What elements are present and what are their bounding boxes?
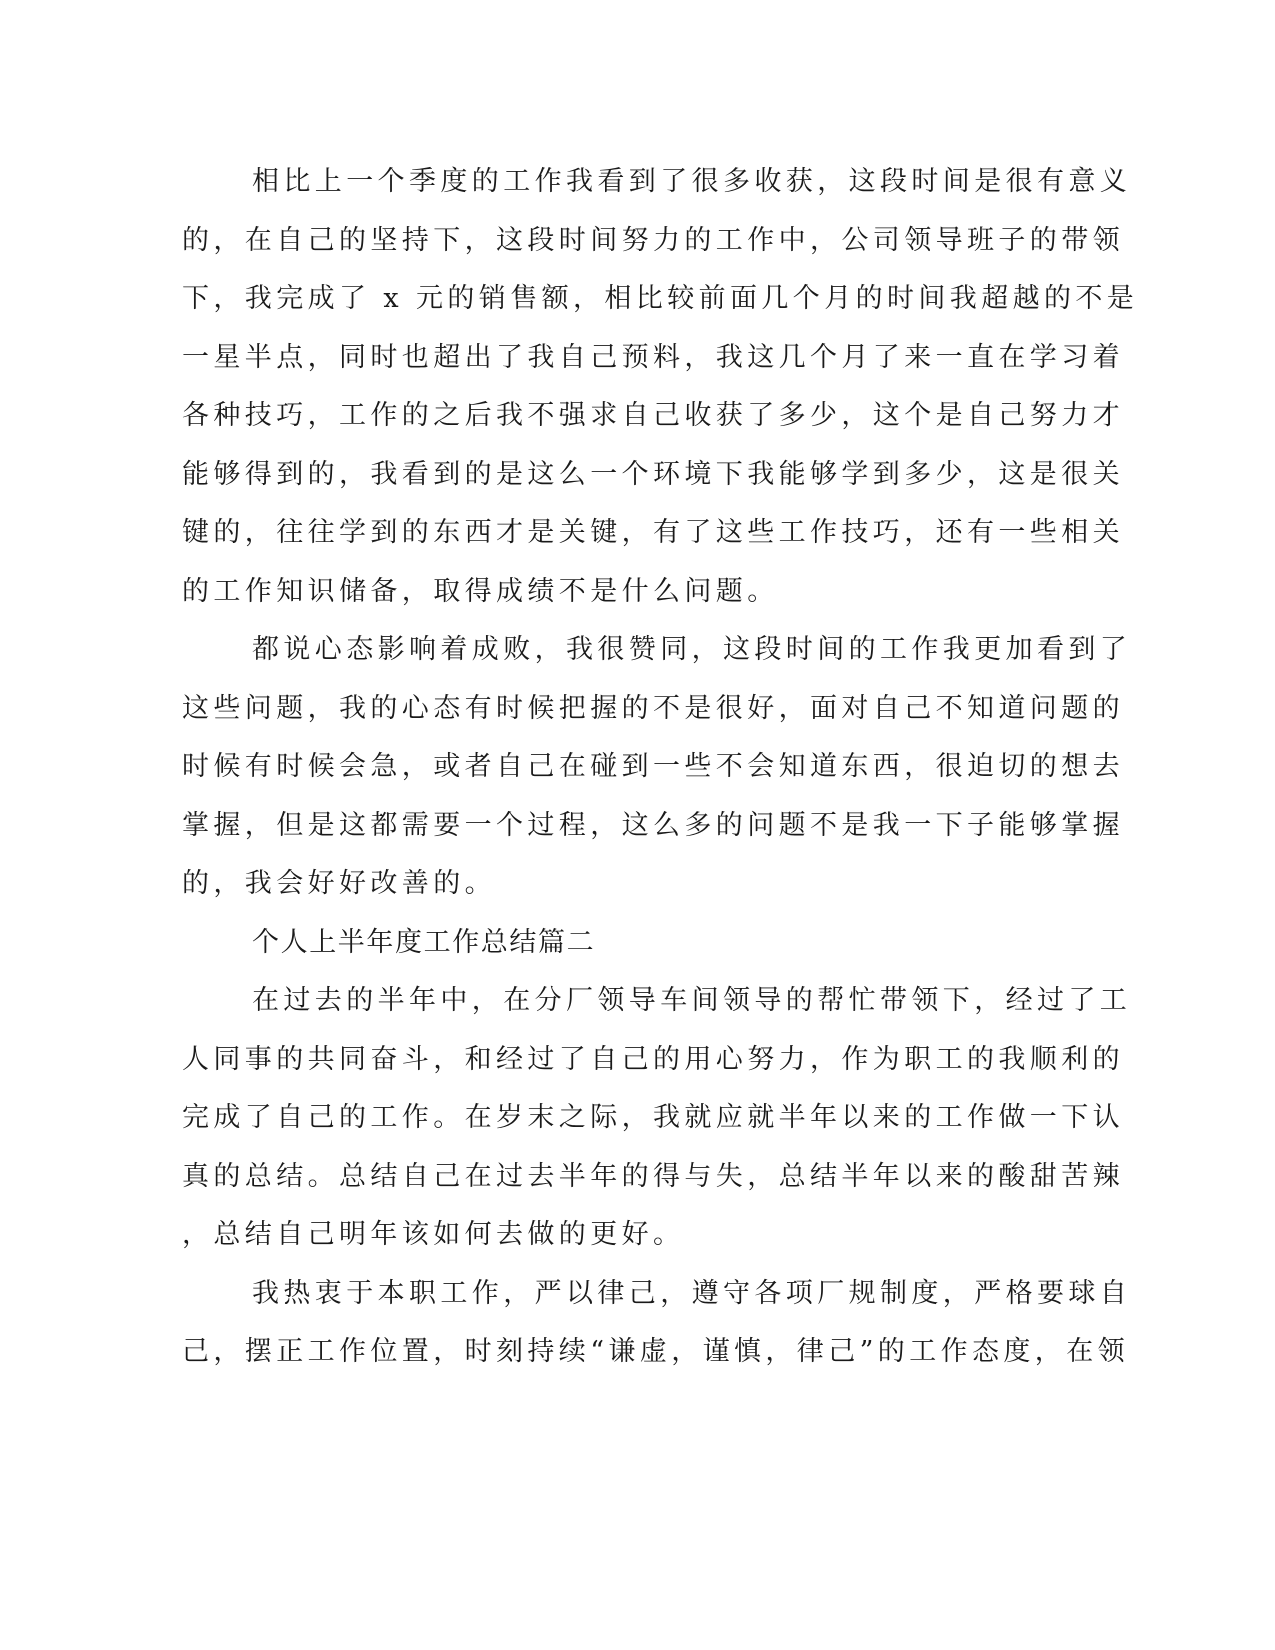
paragraph-3-line-2: 人同事的共同奋斗，和经过了自己的用心努力，作为职工的我顺利的 xyxy=(182,1044,1124,1075)
paragraph-1-line-6: 能够得到的，我看到的是这么一个环境下我能够学到多少，这是很关 xyxy=(182,459,1124,490)
paragraph-2-line-3: 时候有时候会急，或者自己在碰到一些不会知道东西，很迫切的想去 xyxy=(182,751,1124,782)
paragraph-1-line-5: 各种技巧，工作的之后我不强求自己收获了多少，这个是自己努力才 xyxy=(182,400,1124,431)
paragraph-2-line-5: 的，我会好好改善的。 xyxy=(182,868,496,899)
paragraph-1-line-7: 键的，往往学到的东西才是关键，有了这些工作技巧，还有一些相关 xyxy=(182,517,1124,548)
paragraph-1-line-1: 相比上一个季度的工作我看到了很多收获，这段时间是很有意义 xyxy=(252,166,1132,197)
paragraph-3-line-4: 真的总结。总结自己在过去半年的得与失，总结半年以来的酸甜苦辣 xyxy=(182,1161,1124,1192)
paragraph-2-line-2: 这些问题，我的心态有时候把握的不是很好，面对自己不知道问题的 xyxy=(182,693,1124,724)
paragraph-1-line-3: 下，我完成了 x 元的销售额，相比较前面几个月的时间我超越的不是 xyxy=(182,283,1139,314)
section-heading: 个人上半年度工作总结篇二 xyxy=(252,927,596,958)
paragraph-4-line-2: 己，摆正工作位置，时刻持续“谦虚，谨慎，律己”的工作态度，在领 xyxy=(182,1336,1130,1367)
paragraph-2-line-1: 都说心态影响着成败，我很赞同，这段时间的工作我更加看到了 xyxy=(252,634,1132,665)
paragraph-1-line-8: 的工作知识储备，取得成绩不是什么问题。 xyxy=(182,576,779,607)
paragraph-2-line-4: 掌握，但是这都需要一个过程，这么多的问题不是我一下子能够掌握 xyxy=(182,810,1124,841)
paragraph-1-line-2: 的，在自己的坚持下，这段时间努力的工作中，公司领导班子的带领 xyxy=(182,225,1124,256)
paragraph-3-line-3: 完成了自己的工作。在岁末之际，我就应就半年以来的工作做一下认 xyxy=(182,1102,1124,1133)
paragraph-1-line-4: 一星半点，同时也超出了我自己预料，我这几个月了来一直在学习着 xyxy=(182,342,1124,373)
paragraph-4-line-1: 我热衷于本职工作，严以律己，遵守各项厂规制度，严格要球自 xyxy=(252,1278,1132,1309)
paragraph-3-line-5: ，总结自己明年该如何去做的更好。 xyxy=(182,1219,685,1250)
paragraph-3-line-1: 在过去的半年中，在分厂领导车间领导的帮忙带领下，经过了工 xyxy=(252,985,1132,1016)
